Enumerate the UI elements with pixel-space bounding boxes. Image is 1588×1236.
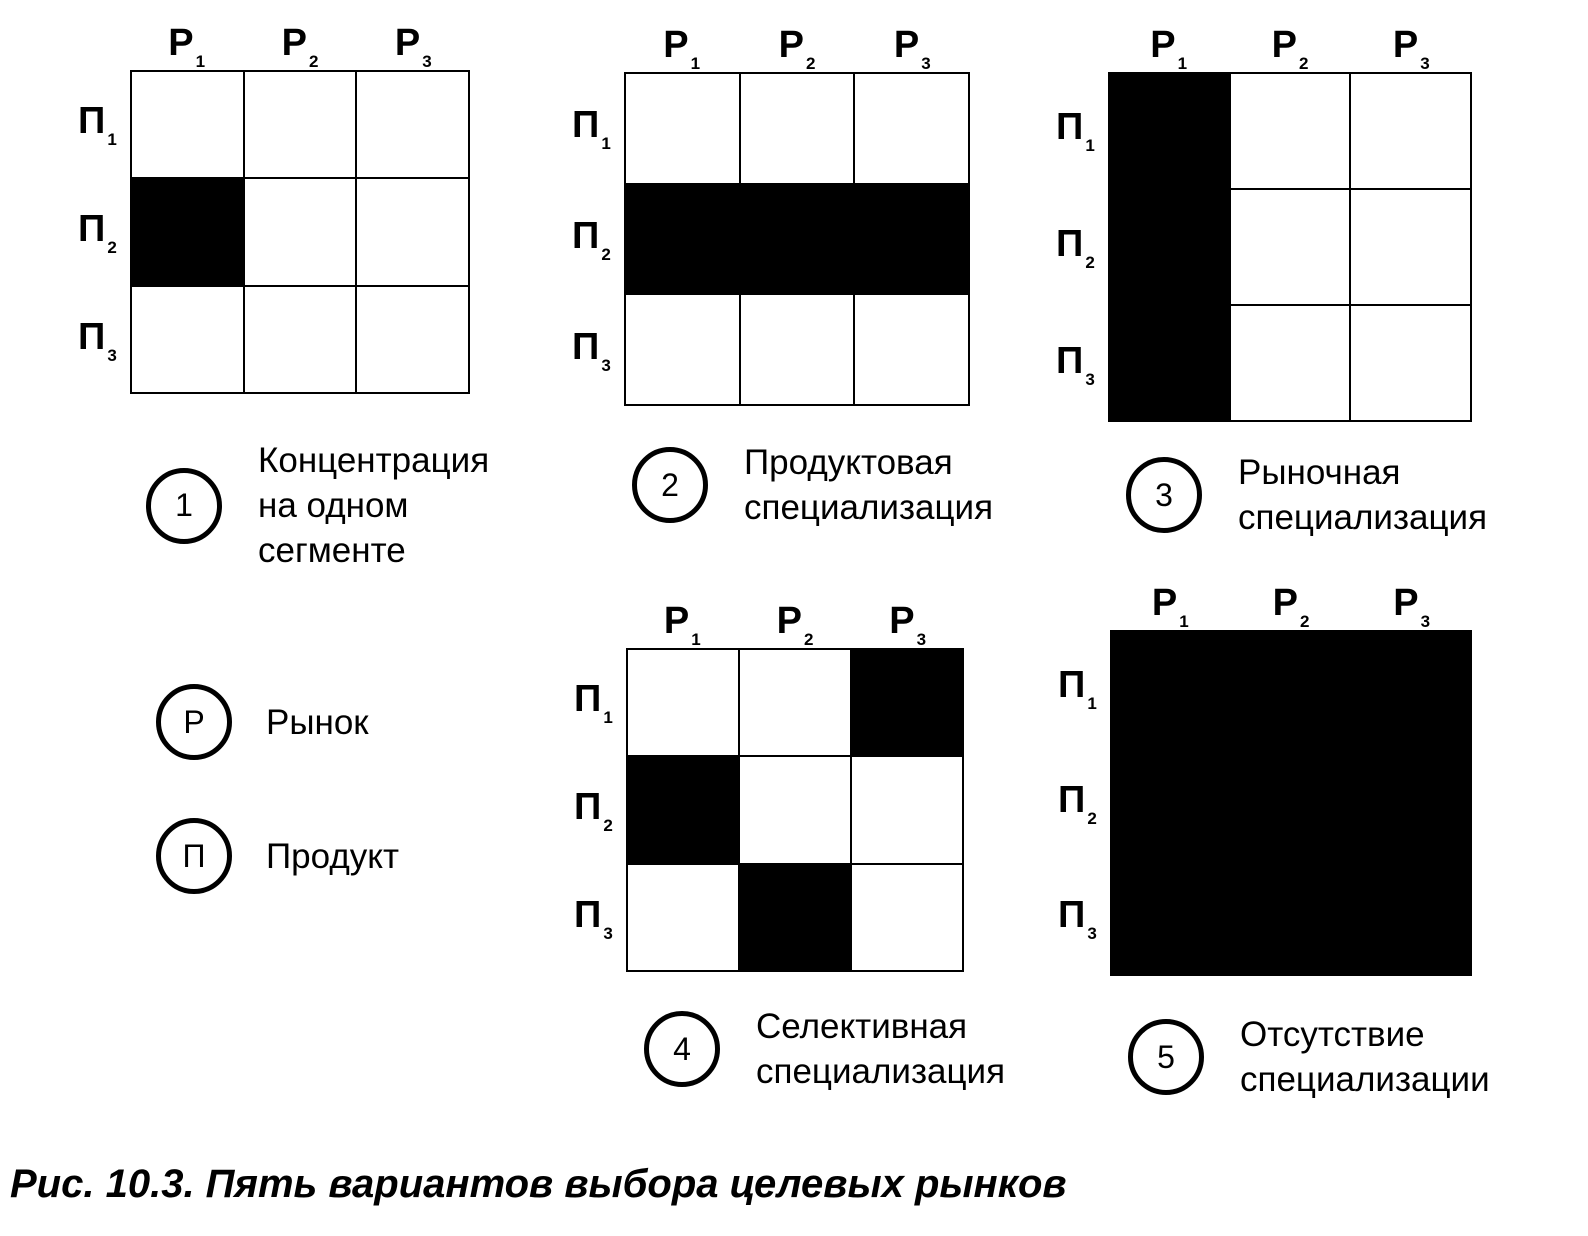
column-header-base: Р [1271, 24, 1297, 66]
variant-number: 3 [1155, 476, 1173, 513]
row-header-product-1 [78, 102, 117, 148]
selected-segment-cell-p1-r1 [1110, 74, 1231, 190]
market-legend-label: Рынок [266, 702, 369, 742]
segment-grid [130, 70, 470, 394]
row-header-product-1 [574, 680, 613, 726]
segment-cell-p3-r1 [132, 287, 245, 394]
matrix-caption [632, 440, 993, 530]
segment-cell-p1-r1 [626, 74, 741, 185]
variant-caption-text: Рыночная специализация [1238, 453, 1488, 537]
selected-segment-cell-p2-r1 [132, 179, 245, 286]
row-header-product-3 [1058, 896, 1097, 942]
row-header-product-2 [574, 788, 613, 834]
selected-segment-cell-p2-r1 [628, 757, 740, 864]
column-header-market-2 [270, 24, 330, 70]
column-header-base: Р [1272, 582, 1298, 624]
selected-segment-cell-p3-r3 [1352, 861, 1472, 976]
row-header-base: П [574, 678, 602, 720]
segment-grid [1110, 630, 1472, 976]
selected-segment-cell-p2-r2 [741, 185, 856, 296]
segment-cell-p3-r3 [855, 295, 970, 406]
column-header-subscript: 1 [1177, 54, 1188, 73]
column-header-base: Р [1150, 24, 1176, 66]
row-header-subscript: 3 [601, 356, 611, 376]
selected-segment-cell-p2-r3 [1352, 747, 1472, 862]
row-header-subscript: 1 [603, 708, 613, 727]
variant-number-circle [644, 1011, 720, 1087]
segment-cell-p3-r1 [628, 865, 740, 972]
selected-segment-cell-p2-r2 [1232, 747, 1352, 862]
column-header-subscript: 3 [1420, 54, 1430, 73]
row-header-base: П [78, 208, 106, 250]
row-header-subscript: 1 [1087, 693, 1097, 713]
column-header-subscript: 3 [921, 54, 931, 73]
column-header-subscript: 1 [1179, 612, 1189, 631]
row-header-base: П [1056, 339, 1084, 382]
variant-caption-text: Селективная специализация [756, 1007, 1006, 1091]
segment-cell-p3-r2 [741, 295, 856, 406]
row-header-base: П [572, 103, 600, 146]
row-header-base: П [78, 316, 106, 358]
row-header-subscript: 2 [601, 245, 611, 264]
selected-segment-cell-p1-r1 [1112, 632, 1232, 747]
row-header-base: П [574, 894, 602, 936]
row-header-product-3 [1056, 339, 1095, 389]
matrix-caption [1126, 450, 1487, 540]
variant-number-circle [146, 468, 222, 544]
segment-cell-p1-r1 [628, 650, 740, 757]
column-header-market-2 [1261, 584, 1321, 630]
row-header-base: П [572, 326, 600, 369]
segment-grid [624, 72, 970, 406]
selected-segment-cell-p1-r3 [852, 650, 964, 757]
column-header-base: Р [1393, 582, 1419, 624]
row-header-base: П [1058, 663, 1086, 706]
row-header-product-1 [572, 103, 611, 153]
row-header-subscript: 1 [107, 130, 117, 149]
column-header-base: Р [776, 600, 802, 642]
segment-cell-p1-r2 [740, 650, 852, 757]
legend-product [156, 818, 399, 894]
segment-grid [626, 648, 964, 972]
row-header-base: П [1058, 779, 1086, 821]
product-legend-label: Продукт [266, 836, 399, 876]
column-header-base: Р [1392, 24, 1419, 66]
row-header-product-2 [1056, 225, 1095, 271]
segment-cell-p1-r2 [741, 74, 856, 185]
variant-number: 1 [175, 487, 193, 523]
segment-cell-p1-r3 [1351, 74, 1472, 190]
column-header-base: Р [889, 600, 915, 642]
segment-cell-p1-r1 [132, 72, 245, 179]
row-header-subscript: 2 [603, 816, 613, 835]
column-header-subscript: 3 [1420, 612, 1431, 631]
product-symbol-circle [156, 818, 232, 894]
segment-cell-p3-r3 [1351, 306, 1472, 422]
matrix-caption [644, 1004, 1005, 1094]
column-header-market-3 [878, 602, 938, 648]
row-header-product-2 [1058, 781, 1097, 827]
row-header-subscript: 2 [1087, 809, 1097, 828]
row-header-product-2 [78, 210, 117, 256]
column-header-market-1 [157, 24, 217, 70]
column-header-market-1 [1139, 26, 1199, 72]
segment-cell-p1-r3 [855, 74, 970, 185]
variant-caption-text: Концентрация на одном сегменте [258, 441, 490, 570]
row-header-subscript: 3 [603, 924, 613, 943]
column-header-subscript: 2 [805, 54, 816, 73]
column-header-base: Р [394, 22, 421, 64]
segment-cell-p3-r2 [1231, 306, 1352, 422]
selected-segment-cell-p2-r1 [1110, 190, 1231, 306]
row-header-base: П [574, 786, 602, 828]
legend-market [156, 684, 369, 760]
matrix-caption [1128, 1012, 1490, 1102]
column-header-market-1 [1140, 584, 1200, 630]
column-header-base: Р [1151, 582, 1178, 624]
variant-number-circle [1128, 1019, 1204, 1095]
column-header-market-1 [652, 26, 712, 72]
selected-segment-cell-p1-r3 [1352, 632, 1472, 747]
selected-segment-cell-p1-r2 [1232, 632, 1352, 747]
segment-cell-p2-r2 [245, 179, 358, 286]
selected-segment-cell-p2-r1 [1112, 747, 1232, 862]
row-header-subscript: 3 [1085, 369, 1095, 389]
segment-cell-p2-r3 [1351, 190, 1472, 306]
market-symbol-circle [156, 684, 232, 760]
selected-segment-cell-p3-r1 [1110, 306, 1231, 422]
segment-cell-p3-r3 [852, 865, 964, 972]
segment-cell-p2-r2 [740, 757, 852, 864]
row-header-product-3 [574, 896, 613, 942]
column-header-subscript: 1 [195, 52, 206, 71]
variant-number: 4 [673, 1030, 691, 1067]
segment-cell-p3-r2 [245, 287, 358, 394]
segment-cell-p3-r1 [626, 295, 741, 406]
selected-segment-cell-p2-r1 [626, 185, 741, 296]
segment-cell-p2-r3 [357, 179, 470, 286]
segment-cell-p2-r2 [1231, 190, 1352, 306]
row-header-subscript: 2 [107, 238, 117, 257]
column-header-market-2 [765, 602, 825, 648]
column-header-subscript: 3 [916, 630, 927, 649]
segment-grid [1108, 72, 1472, 422]
row-header-subscript: 1 [601, 133, 611, 153]
segment-cell-p1-r2 [245, 72, 358, 179]
row-header-base: П [572, 215, 600, 257]
selected-segment-cell-p3-r1 [1112, 861, 1232, 976]
market-symbol: Р [183, 703, 205, 740]
row-header-subscript: 1 [1085, 136, 1095, 156]
variant-caption-text: Отсутствие специализации [1240, 1015, 1490, 1099]
matrix-caption [146, 438, 489, 573]
variant-number-circle [1126, 457, 1202, 533]
row-header-base: П [78, 100, 106, 142]
row-header-product-3 [78, 318, 117, 364]
row-header-product-1 [1058, 663, 1097, 713]
row-header-base: П [1058, 894, 1086, 937]
column-header-base: Р [893, 24, 920, 66]
column-header-base: Р [663, 600, 690, 642]
column-header-base: Р [168, 22, 194, 64]
column-header-base: Р [663, 24, 689, 66]
row-header-subscript: 3 [107, 346, 117, 365]
segment-cell-p1-r3 [357, 72, 470, 179]
row-header-product-3 [572, 328, 611, 374]
segment-cell-p1-r2 [1231, 74, 1352, 190]
column-header-base: Р [281, 22, 307, 64]
row-header-product-1 [1056, 108, 1095, 154]
column-header-market-3 [383, 24, 443, 70]
row-header-product-2 [572, 217, 611, 263]
figure-title: Рис. 10.3. Пять вариантов выбора целевых рынков [10, 1162, 1067, 1206]
product-symbol: П [182, 837, 206, 874]
row-header-subscript: 3 [1087, 924, 1097, 944]
segment-cell-p2-r3 [852, 757, 964, 864]
row-header-base: П [1056, 223, 1084, 265]
variant-caption-text: Продуктовая специализация [744, 443, 994, 527]
segment-cell-p3-r3 [357, 287, 470, 394]
column-header-subscript: 1 [690, 54, 701, 73]
column-header-market-2 [767, 26, 827, 72]
column-header-market-1 [652, 602, 712, 648]
variant-number-circle [632, 447, 708, 523]
variant-number: 2 [661, 466, 679, 503]
column-header-subscript: 2 [1298, 54, 1309, 73]
column-header-market-3 [1381, 26, 1441, 72]
variant-number: 5 [1157, 1038, 1175, 1075]
row-header-subscript: 2 [1085, 253, 1095, 272]
column-header-subscript: 2 [1299, 612, 1310, 631]
column-header-subscript: 1 [691, 630, 701, 649]
column-header-subscript: 2 [803, 630, 814, 649]
column-header-market-2 [1260, 26, 1320, 72]
selected-segment-cell-p2-r3 [855, 185, 970, 296]
column-header-base: Р [778, 24, 804, 66]
column-header-subscript: 2 [308, 52, 319, 71]
column-header-subscript: 3 [422, 52, 432, 71]
selected-segment-cell-p3-r2 [740, 865, 852, 972]
row-header-base: П [1056, 106, 1084, 149]
column-header-market-3 [1382, 584, 1442, 630]
selected-segment-cell-p3-r2 [1232, 861, 1352, 976]
column-header-market-3 [882, 26, 942, 72]
